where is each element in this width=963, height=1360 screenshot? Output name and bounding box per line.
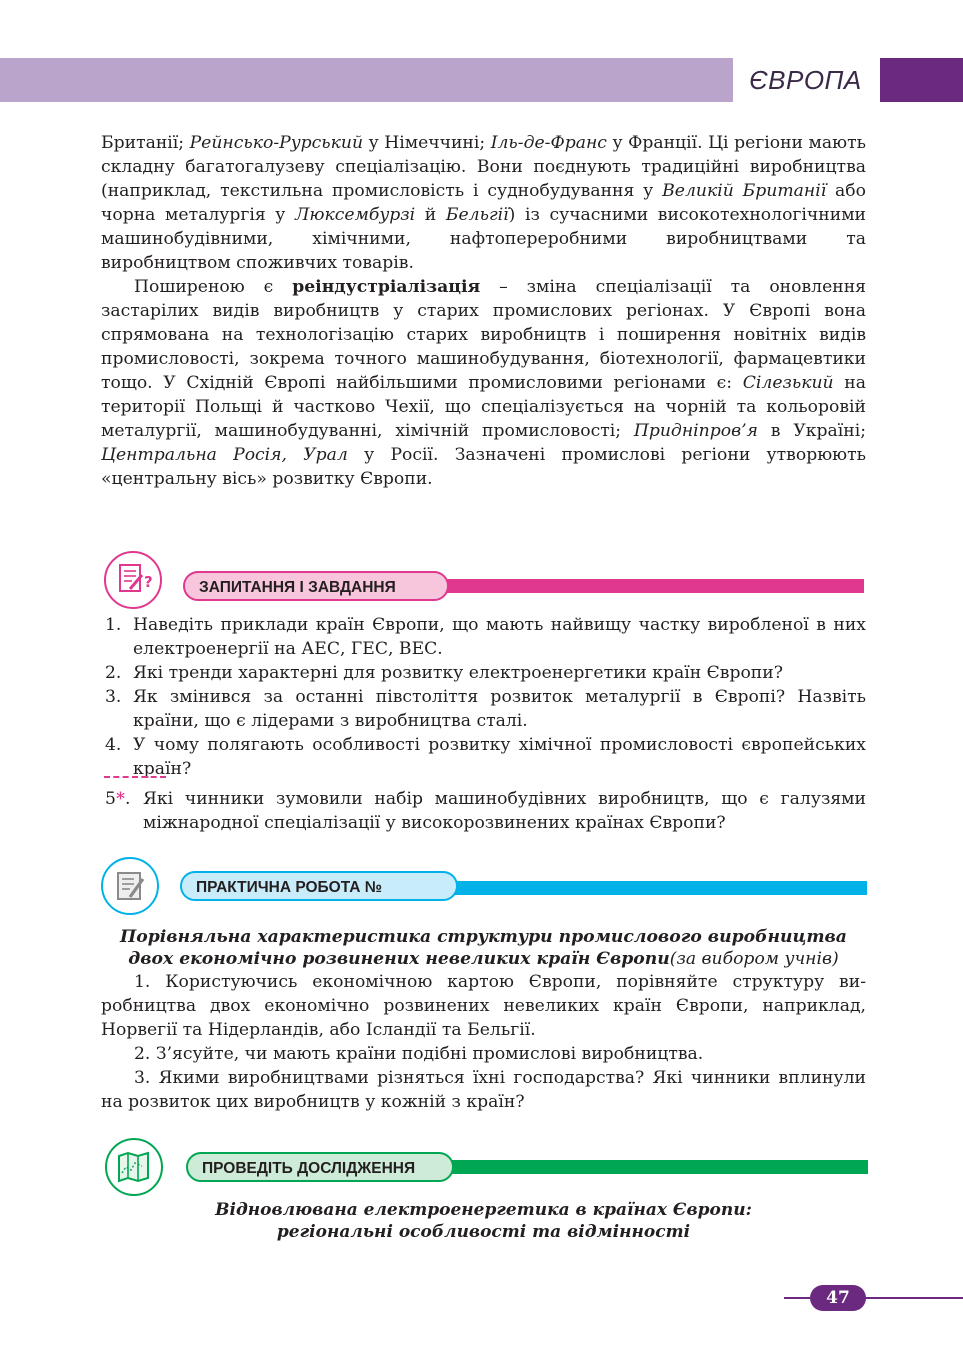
practical-content [101, 926, 866, 1114]
map-icon [105, 1138, 163, 1196]
text-run: – зміна спеціалізації та оновлення застарілих видів виробництв у старих промислових регіонах. У Європі вона спрямована на технологізацію старих виробництв і поширення новітніх видів промисловості, зокрема точного машинобудування, біотехнології, фармацевтики тощо. У Східній Європі найбільшими промисловими регіонами є: [101, 277, 866, 393]
list-item [101, 685, 866, 733]
list-item-number: 3. [105, 687, 122, 707]
list-item-number: 4. [105, 735, 122, 755]
page-number: 47 [810, 1285, 866, 1311]
paragraph-1 [101, 131, 866, 275]
text-run: на території Польщі й частково Чехії, що спеціалізується на чорній та кольоровій металургії, машинобудуванні, хімічній промисловості; [101, 373, 866, 441]
header-tab [880, 58, 963, 102]
questions-section-title: ЗАПИТАННЯ І ЗАВДАННЯ [183, 571, 449, 601]
list-item-text: Як змінився за останні півстоліття розвиток металургії в Європі? Назвіть країни, що є лідерами з виробництва сталі. [133, 687, 866, 731]
svg-text:?: ? [144, 573, 153, 591]
text-run: Поширеною є [134, 277, 293, 297]
document-question-icon [104, 551, 162, 609]
italic-term: Придніпров’я [633, 421, 758, 441]
italic-term: Люксембурзі [295, 205, 416, 225]
research-section-title: ПРОВЕДІТЬ ДОСЛІДЖЕННЯ [186, 1152, 454, 1182]
italic-term: Іль-де-Франс [490, 133, 607, 153]
italic-term: Сілезький [742, 373, 834, 393]
text-run: або чорна металургія у [101, 181, 866, 225]
practical-heading: Порівняльна характеристика структури промислового виробництва двох економічно розвинених невеликих країн Європи(за вибором учнів) [120, 927, 847, 969]
list-item-text: У чому полягають особливості розвитку хімічної промисловості європейських країн? [133, 735, 866, 779]
italic-term: Центральна Росія, Урал [101, 445, 348, 465]
dashed-separator [104, 776, 166, 778]
text-run: й [415, 205, 446, 225]
list-item-text: Які тренди характерні для розвитку електроенергетики країн Європи? [133, 663, 783, 683]
list-item-text: Наведіть приклади країн Європи, що мають найвищу частку виробленої в них електроенергії на АЕС, ГЕС, ВЕС. [133, 615, 866, 659]
list-item [101, 613, 866, 661]
bold-term: реіндустріалізація [292, 277, 481, 297]
italic-term: Бельгії [445, 205, 509, 225]
header-band [0, 58, 733, 102]
list-item: 5*. Які чинники зумовили набір машинобудівних виробництв, що є галузями міжнародної спеціалізації у високорозвинених країнах Європи? [105, 789, 866, 833]
text-run: в Україні; [757, 421, 866, 441]
questions-list [101, 613, 866, 781]
notepad-pencil-icon [101, 857, 159, 915]
practical-step-1: 1. Користуючись економічною картою Європи, порівняйте структуру виробництва двох економічно розвинених невеликих країн Європи, наприклад, Норвегії та Нідерландів, або Ісландії та Бельгії. [101, 972, 866, 1040]
text-run: Британії; [101, 133, 190, 153]
chapter-title: ЄВРОПА [749, 65, 862, 95]
research-topic-line-2: регіональні особливості та відмінності [276, 1222, 691, 1242]
question-extra-text: Які чинники зумовили набір машинобудівних виробництв, що є галузями міжнародної спеціалізації у високорозвинених країнах Європи? [143, 789, 866, 833]
main-text [101, 131, 866, 491]
list-item-number: 1. [105, 615, 122, 635]
question-extra [101, 787, 866, 835]
practical-step-3: 3. Якими виробництвами різняться їхні господарства? Які чинники вплинули на розвиток цих виробництв у кожній з країн? [101, 1068, 866, 1112]
research-topic-line-1: Відновлювана електроенергетика в країнах Європи: [215, 1200, 752, 1220]
text-run: ) із сучасними високотехнологічними машинобудівними, хімічними, нафтопереробними виробництвами та виробництвом споживчих товарів. [101, 205, 867, 273]
text-run: у Росії. Зазначені промислові регіони утворюють «центральну вісь» розвитку Європи. [101, 445, 866, 489]
italic-term: Великій Британії [662, 181, 827, 201]
list-item-number: 2. [105, 663, 122, 683]
text-run: у Німеччині; [363, 133, 491, 153]
list-item [101, 733, 866, 781]
practical-section-title: ПРАКТИЧНА РОБОТА № [180, 871, 458, 901]
text-run: у Франції. Ці регіони мають складну багатогалузеву спеціалізацію. Вони поєднують традиційні виробництва (наприклад, текстильна промисловість і суднобудування у [101, 133, 866, 201]
practical-step-2: 2. З’ясуйте, чи мають країни подібні промислові виробництва. [134, 1044, 704, 1064]
list-item [101, 661, 866, 685]
paragraph-2 [101, 275, 866, 491]
italic-term: Рейнсько-Рурський [189, 133, 364, 153]
